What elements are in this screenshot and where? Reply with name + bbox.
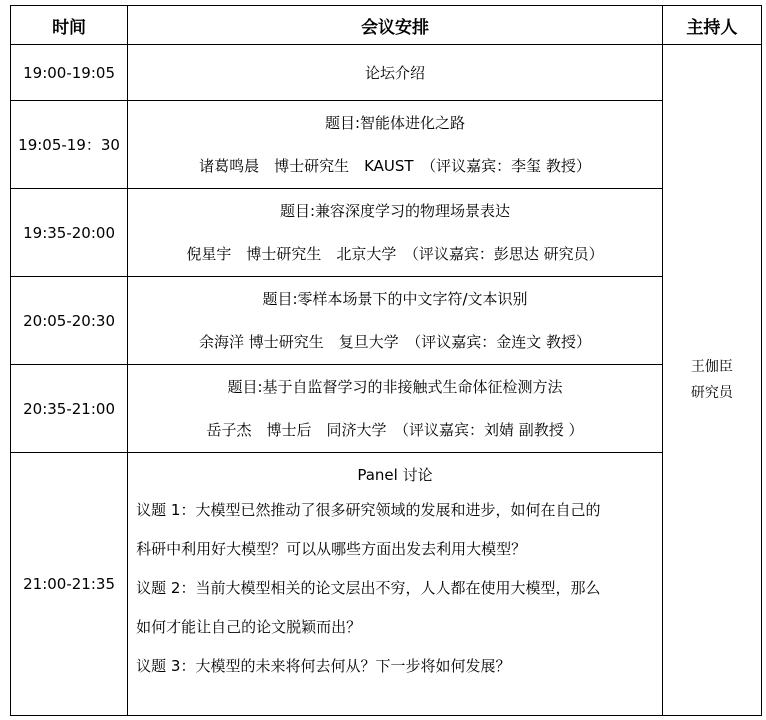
time-cell: 20:05-20:30 [11,277,128,365]
header-host: 主持人 [662,6,761,45]
host-title: 研究员 [690,385,733,401]
talk-speaker: 诸葛鸣晨 博士研究生 KAUST （评议嘉宾：李玺 教授） [199,156,591,175]
header-agenda: 会议安排 [128,6,663,45]
panel-question: 如何才能让自己的论文脱颖而出？ [136,618,362,636]
panel-question: 议题 1：大模型已然推动了很多研究领域的发展和进步，如何在自己的 [136,501,601,519]
host-cell [662,45,761,716]
panel-cell [128,453,663,716]
talk-title: 题目:基于自监督学习的非接触式生命体征检测方法 [227,377,563,396]
panel-question: 科研中利用好大模型？可以从哪些方面出发去利用大模型？ [136,540,527,558]
table-row [11,189,762,277]
talk-speaker: 余海洋 博士研究生 复旦大学 （评议嘉宾：金连文 教授） [198,332,592,351]
table-row [11,101,762,189]
panel-question: 议题 2：当前大模型相关的论文层出不穷，人人都在使用大模型，那么 [136,579,601,597]
talk-title: 题目:零样本场景下的中文字符/文本识别 [262,289,528,308]
time-cell: 19:05-19：30 [11,101,128,189]
agenda-cell [128,365,663,453]
talk-title: 题目:兼容深度学习的物理场景表达 [279,201,511,220]
table-row [11,277,762,365]
agenda-table [10,5,762,716]
talk-title: 题目:智能体进化之路 [324,113,466,132]
talk-speaker: 倪星宇 博士研究生 北京大学 （评议嘉宾：彭思达 研究员） [186,244,604,263]
header-time: 时间 [11,6,128,45]
table-row [11,453,762,716]
agenda-intro: 论坛介绍 [364,64,425,82]
time-cell: 19:35-20:00 [11,189,128,277]
table-row [11,365,762,453]
host-name: 王伽臣 [690,359,733,375]
table-row [11,45,762,101]
talk-speaker: 岳子杰 博士后 同济大学 （评议嘉宾：刘婧 副教授 ） [206,420,584,439]
agenda-cell [128,101,663,189]
time-cell: 20:35-21:00 [11,365,128,453]
panel-question: 议题 3：大模型的未来将何去何从？下一步将如何发展？ [136,657,511,675]
time-cell: 19:00-19:05 [11,45,128,101]
time-cell: 21:00-21:35 [11,453,128,716]
header-row [11,6,762,45]
agenda-cell [128,45,663,101]
agenda-cell [128,277,663,365]
panel-title: Panel 讨论 [357,466,433,484]
agenda-cell [128,189,663,277]
